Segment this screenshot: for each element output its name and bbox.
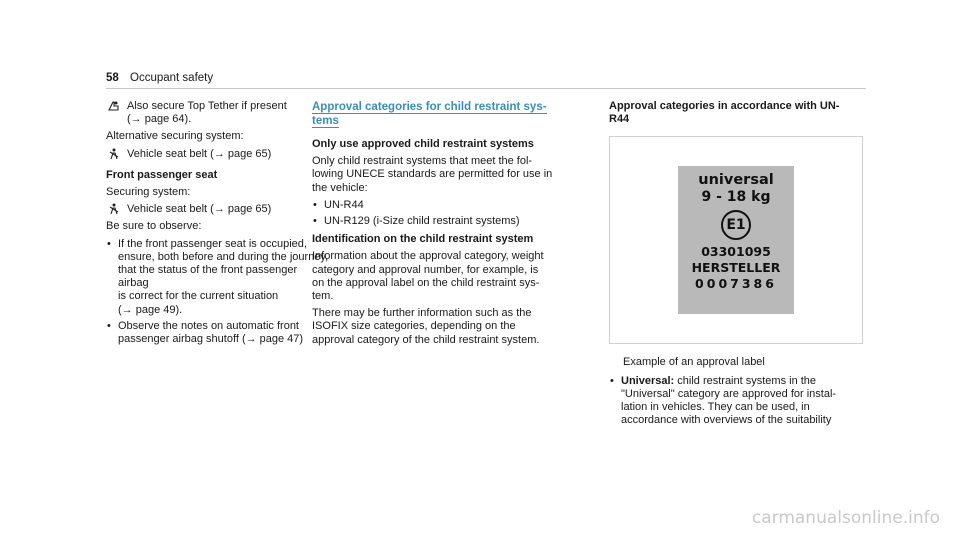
list-item: • Observe the notes on automatic front passenger airbag shutoff (→ page 47) [106, 320, 330, 346]
list-item: • Universal: child restraint systems in the "Universal" category are approved for instal- lation in vehicles. They can be used, in accordance with overviews of the suitability [609, 375, 866, 428]
page-header [106, 72, 213, 85]
alt-system-item: Vehicle seat belt (→ page 65) [127, 147, 272, 160]
column-middle [312, 100, 594, 351]
watermark: carmanualsonline.info [751, 507, 940, 528]
observe-label: Be sure to observe: [106, 220, 202, 233]
securing-label: Securing system: [106, 186, 191, 199]
approval-label-image [678, 166, 794, 314]
alt-system-row [106, 148, 330, 161]
label-serial: 0007386 [695, 276, 777, 292]
front-passenger-heading: Front passenger seat [106, 168, 218, 181]
securing-row [106, 203, 330, 216]
securing-item: Vehicle seat belt (→ page 65) [127, 203, 272, 216]
label-approval-number: 03301095 [701, 244, 771, 260]
section-heading: Approval categories for child restraint sys- tems [312, 101, 547, 127]
seat-belt-icon [106, 148, 121, 160]
category-list [609, 375, 866, 428]
top-tether-icon [106, 100, 121, 112]
approval-label-figure [609, 136, 863, 344]
page-number: 58 [106, 72, 119, 84]
standards-paragraph: Only child restraint systems that meet the fol- lowing UNECE standards are permitted for use in the vehicle: [312, 155, 553, 194]
label-category: universal [698, 172, 774, 189]
e-mark-icon: E1 [721, 210, 751, 240]
seat-belt-icon [106, 203, 121, 215]
isofix-paragraph: There may be further information such as the ISOFIX size categories, depending on the approval category of the child restraint system. [312, 307, 540, 346]
r44-heading: Approval categories in accordance with UN- R44 [609, 100, 840, 126]
figure-caption: Example of an approval label [623, 356, 765, 369]
section-title: Occupant safety [130, 72, 214, 84]
label-weight: 9 - 18 kg [701, 189, 771, 206]
top-tether-text: Also secure Top Tether if present [127, 100, 287, 112]
identification-paragraph: Information about the approval category, weight category and approval number, for example, is on the approval label on the child restraint sys- tem. [312, 250, 544, 303]
top-tether-row [106, 100, 330, 126]
identification-subheading: Identification on the child restraint system [312, 233, 534, 246]
column-right [609, 100, 866, 432]
list-item: • UN-R129 (i-Size child restraint systems) [312, 215, 594, 228]
list-item: • UN-R44 [312, 199, 594, 212]
header-divider [106, 88, 866, 89]
standards-list [312, 199, 594, 228]
observe-list [106, 238, 330, 347]
label-manufacturer: HERSTELLER [691, 260, 781, 276]
approved-systems-subheading: Only use approved child restraint systems [312, 138, 534, 150]
top-tether-ref[interactable]: (→ page 64). [127, 113, 192, 126]
column-left [106, 100, 330, 351]
universal-term: Universal: [621, 374, 675, 387]
alt-system-label: Alternative securing system: [106, 130, 244, 143]
list-item: • If the front passenger seat is occupied, ensure, both before and during the journey, that the status of the front passenger airbag is correct for the current situation (→ page 49). [106, 238, 330, 317]
